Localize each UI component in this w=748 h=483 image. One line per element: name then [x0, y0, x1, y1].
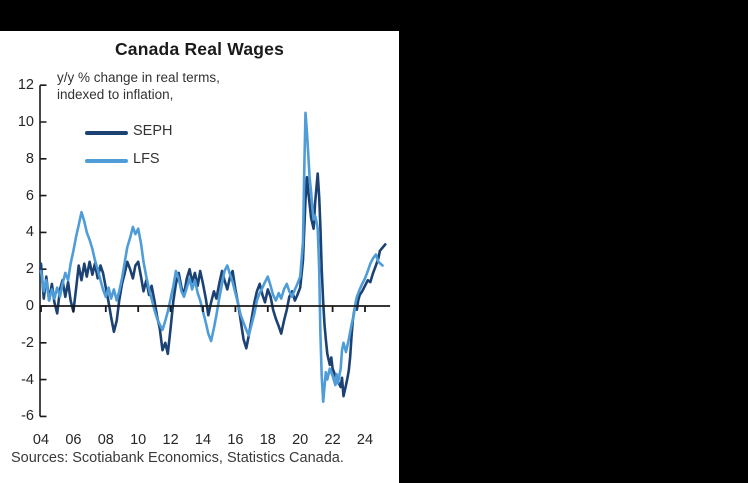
seph-line-swatch-icon — [85, 131, 128, 135]
chart-plot-area — [0, 31, 399, 483]
x-axis-label: 04 — [32, 432, 50, 448]
lfs-line-swatch-icon — [85, 159, 128, 163]
y-axis-label: 8 — [25, 150, 34, 167]
y-axis-label: 4 — [25, 224, 34, 241]
x-axis-label: 16 — [227, 432, 244, 448]
annotation-line-2: indexed to inflation, — [57, 87, 174, 102]
y-axis-label: 2 — [25, 261, 34, 278]
y-axis-label: 0 — [25, 298, 34, 314]
y-axis-label: 12 — [17, 77, 34, 94]
x-axis-label: 24 — [356, 432, 374, 448]
chart-title: Canada Real Wages — [114, 39, 285, 59]
legend-label-seph: SEPH — [133, 123, 173, 139]
chart-panel — [0, 31, 399, 483]
x-axis-label: 12 — [162, 432, 179, 448]
x-axis-label: 20 — [292, 432, 309, 448]
x-axis-label: 06 — [65, 432, 82, 448]
y-axis-label: -2 — [21, 334, 34, 351]
annotation-line-1: y/y % change in real terms, — [57, 70, 220, 85]
y-axis-label: -4 — [21, 371, 34, 388]
source-note: Sources: Scotiabank Economics, Statistics Canada. — [11, 450, 344, 466]
x-axis-label: 18 — [259, 432, 276, 448]
x-axis-label: 08 — [97, 432, 114, 448]
legend-label-lfs: LFS — [133, 151, 160, 167]
x-axis-label: 10 — [130, 432, 147, 448]
y-axis-label: 6 — [25, 187, 34, 204]
x-axis-label: 22 — [324, 432, 341, 448]
y-axis-label: -6 — [21, 408, 34, 425]
y-axis-label: 10 — [17, 114, 34, 130]
x-axis-label: 14 — [194, 432, 212, 448]
